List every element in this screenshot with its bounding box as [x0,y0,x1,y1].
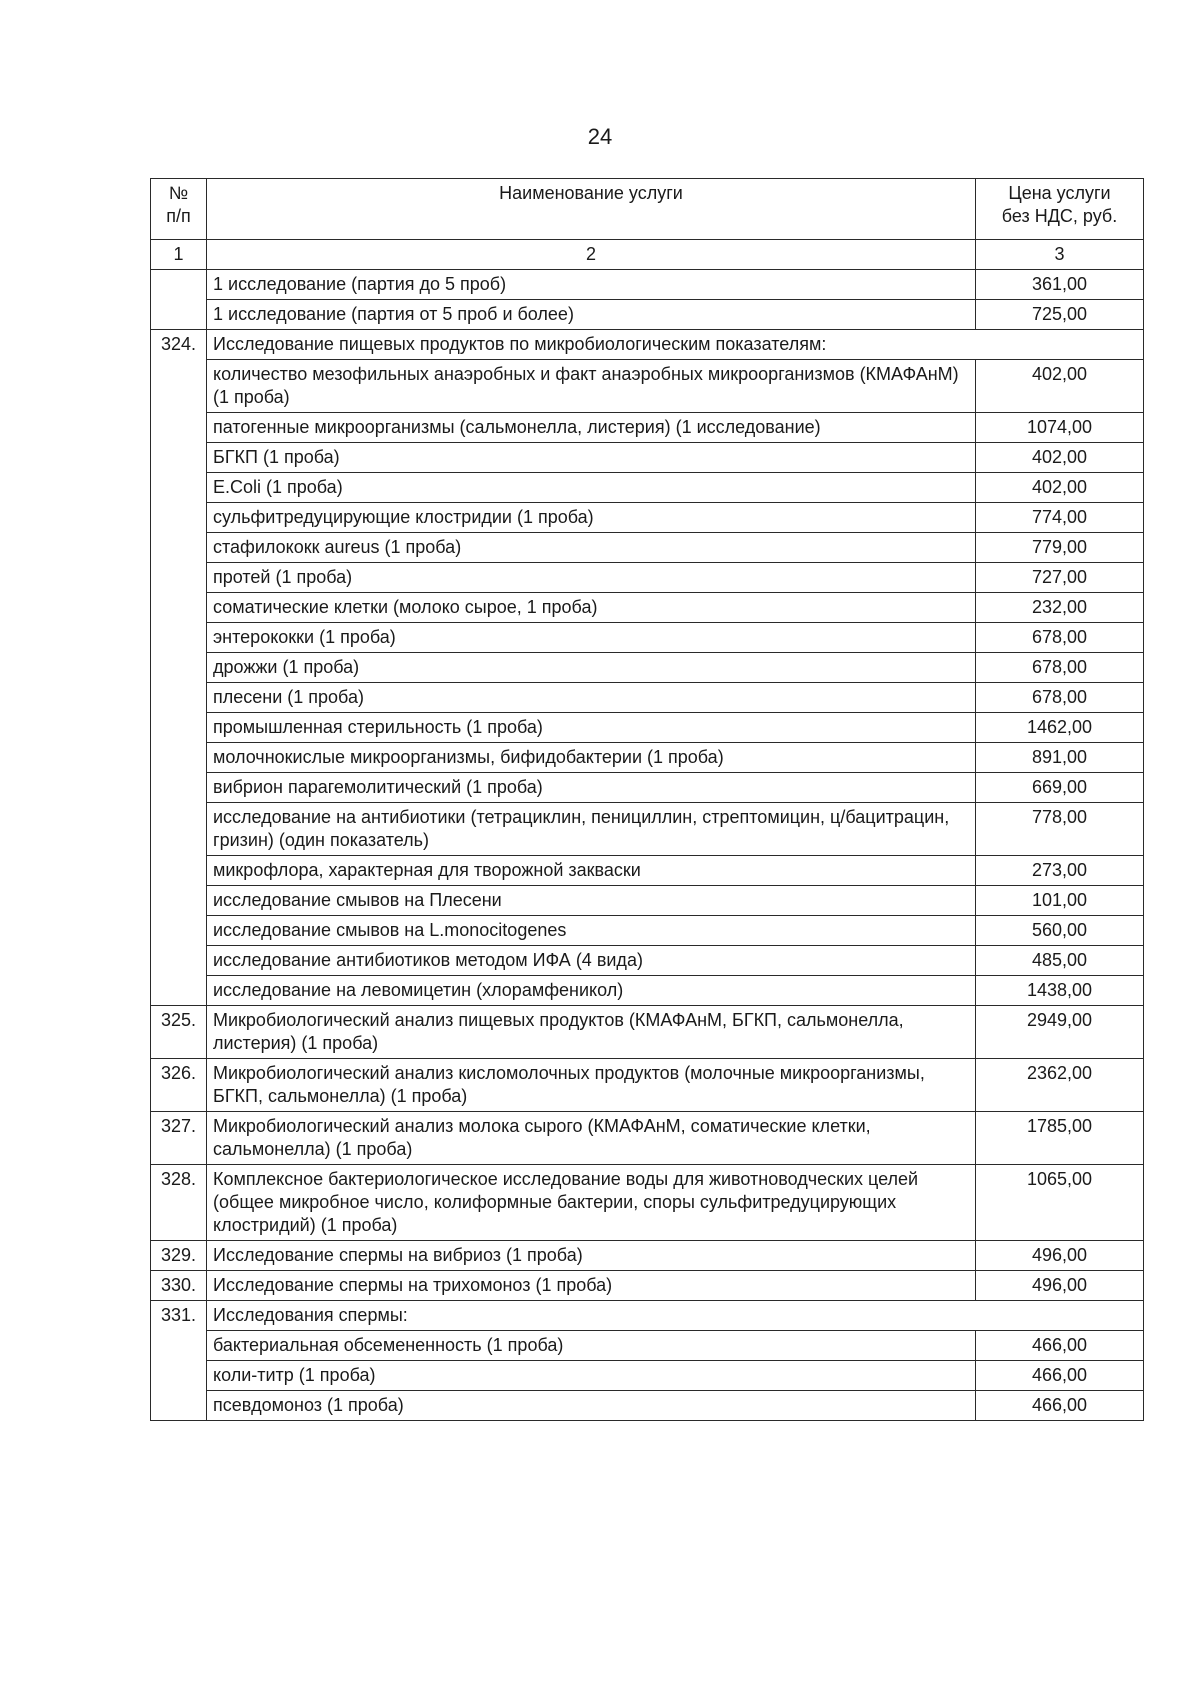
service-price-cell: 2949,00 [976,1006,1144,1059]
table-row [151,1361,1144,1391]
table-row [151,1331,1144,1361]
row-number-cell [151,360,207,413]
service-price-cell: 273,00 [976,856,1144,886]
table-row [151,856,1144,886]
row-number-cell: 330. [151,1271,207,1301]
row-number-cell [151,743,207,773]
table-row [151,360,1144,413]
column-index-2: 2 [207,240,976,270]
table-row [151,1112,1144,1165]
header-price-cell: Цена услуги без НДС, руб. [976,179,1144,240]
table-row [151,1059,1144,1112]
service-name-cell: коли-титр (1 проба) [207,1361,976,1391]
table-row [151,916,1144,946]
table-row [151,1271,1144,1301]
row-number-cell [151,503,207,533]
service-name-cell: вибрион парагемолитический (1 проба) [207,773,976,803]
row-number-cell [151,270,207,300]
row-number-cell [151,886,207,916]
header-name-cell: Наименование услуги [207,179,976,240]
service-price-cell: 402,00 [976,473,1144,503]
service-name-cell: количество мезофильных анаэробных и факт анаэробных микроорганизмов (КМАФАнМ) (1 проба) [207,360,976,413]
row-number-cell [151,1391,207,1421]
service-name-cell: псевдомоноз (1 проба) [207,1391,976,1421]
row-number-cell [151,1331,207,1361]
row-number-cell [151,653,207,683]
service-price-cell: 466,00 [976,1391,1144,1421]
service-price-cell: 727,00 [976,563,1144,593]
table-row [151,976,1144,1006]
table-row [151,593,1144,623]
service-price-cell: 560,00 [976,916,1144,946]
table-row [151,653,1144,683]
service-price-cell: 466,00 [976,1361,1144,1391]
price-table-body [151,179,1144,1421]
table-row [151,713,1144,743]
column-index-row [151,240,1144,270]
row-number-cell: 328. [151,1165,207,1241]
service-name-cell: Микробиологический анализ молока сырого (КМАФАнМ, соматические клетки, сальмонелла) (1 проба) [207,1112,976,1165]
service-price-cell: 496,00 [976,1241,1144,1271]
table-row [151,1165,1144,1241]
table-row [151,473,1144,503]
row-number-cell [151,803,207,856]
service-name-cell: дрожжи (1 проба) [207,653,976,683]
header-number-cell: № п/п [151,179,207,240]
row-number-cell [151,916,207,946]
table-row [151,803,1144,856]
row-number-cell [151,413,207,443]
row-number-cell [151,533,207,563]
service-price-cell: 779,00 [976,533,1144,563]
service-price-cell: 1462,00 [976,713,1144,743]
row-number-cell [151,563,207,593]
table-row [151,300,1144,330]
row-number-cell [151,773,207,803]
service-price-cell: 361,00 [976,270,1144,300]
service-name-cell: Исследование спермы на трихомоноз (1 проба) [207,1271,976,1301]
service-name-cell: 1 исследование (партия до 5 проб) [207,270,976,300]
row-number-cell: 331. [151,1301,207,1331]
table-row [151,413,1144,443]
service-name-cell: Исследования спермы: [207,1301,1144,1331]
service-name-cell: исследование смывов на L.monocitogenes [207,916,976,946]
table-row [151,1241,1144,1271]
service-price-cell: 1785,00 [976,1112,1144,1165]
column-index-3: 3 [976,240,1144,270]
table-row [151,503,1144,533]
service-name-cell: патогенные микроорганизмы (сальмонелла, листерия) (1 исследование) [207,413,976,443]
table-row [151,533,1144,563]
service-name-cell: Комплексное бактериологическое исследование воды для животноводческих целей (общее микробное число, колиформные бактерии, споры сульфитредуцирующих клостридий) (1 проба) [207,1165,976,1241]
row-number-cell [151,623,207,653]
service-name-cell: протей (1 проба) [207,563,976,593]
row-number-cell: 325. [151,1006,207,1059]
service-name-cell: сульфитредуцирующие клостридии (1 проба) [207,503,976,533]
table-row [151,1391,1144,1421]
service-price-cell: 678,00 [976,653,1144,683]
table-row [151,270,1144,300]
row-number-cell: 324. [151,330,207,360]
service-price-cell: 669,00 [976,773,1144,803]
service-name-cell: Микробиологический анализ пищевых продуктов (КМАФАнМ, БГКП, сальмонелла, листерия) (1 проба) [207,1006,976,1059]
service-name-cell: Исследование пищевых продуктов по микробиологическим показателям: [207,330,1144,360]
row-number-cell [151,683,207,713]
table-header-row [151,179,1144,240]
service-price-cell: 891,00 [976,743,1144,773]
service-name-cell: соматические клетки (молоко сырое, 1 проба) [207,593,976,623]
row-number-cell [151,976,207,1006]
table-row [151,623,1144,653]
service-name-cell: 1 исследование (партия от 5 проб и более) [207,300,976,330]
table-row [151,563,1144,593]
row-number-cell [151,593,207,623]
service-name-cell: исследование антибиотиков методом ИФА (4 вида) [207,946,976,976]
service-name-cell: микрофлора, характерная для творожной закваски [207,856,976,886]
service-name-cell: исследование на антибиотики (тетрациклин, пенициллин, стрептомицин, ц/бацитрацин, гризин) (один показатель) [207,803,976,856]
service-price-cell: 774,00 [976,503,1144,533]
service-name-cell: плесени (1 проба) [207,683,976,713]
page-number: 24 [587,124,613,149]
service-name-cell: Микробиологический анализ кисломолочных продуктов (молочные микроорганизмы, БГКП, сальмонелла) (1 проба) [207,1059,976,1112]
service-price-cell: 678,00 [976,623,1144,653]
row-number-cell [151,473,207,503]
table-row [151,1006,1144,1059]
table-row [151,330,1144,360]
service-name-cell: БГКП (1 проба) [207,443,976,473]
service-name-cell: молочнокислые микроорганизмы, бифидобактерии (1 проба) [207,743,976,773]
service-name-cell: энтерококки (1 проба) [207,623,976,653]
table-row [151,946,1144,976]
service-name-cell: промышленная стерильность (1 проба) [207,713,976,743]
service-price-cell: 1065,00 [976,1165,1144,1241]
service-price-cell: 466,00 [976,1331,1144,1361]
row-number-cell: 327. [151,1112,207,1165]
service-price-cell: 678,00 [976,683,1144,713]
table-row [151,773,1144,803]
service-price-cell: 725,00 [976,300,1144,330]
row-number-cell: 329. [151,1241,207,1271]
table-row [151,743,1144,773]
service-price-cell: 1438,00 [976,976,1144,1006]
row-number-cell [151,443,207,473]
row-number-cell [151,300,207,330]
table-row [151,1301,1144,1331]
service-name-cell: E.Coli (1 проба) [207,473,976,503]
column-index-1: 1 [151,240,207,270]
service-price-cell: 778,00 [976,803,1144,856]
service-name-cell: Исследование спермы на вибриоз (1 проба) [207,1241,976,1271]
service-price-cell: 101,00 [976,886,1144,916]
service-name-cell: бактериальная обсемененность (1 проба) [207,1331,976,1361]
row-number-cell [151,713,207,743]
row-number-cell [151,946,207,976]
row-number-cell: 326. [151,1059,207,1112]
service-name-cell: стафилококк aureus (1 проба) [207,533,976,563]
row-number-cell [151,1361,207,1391]
service-price-cell: 402,00 [976,443,1144,473]
service-price-cell: 2362,00 [976,1059,1144,1112]
price-table [150,178,1144,1421]
table-row [151,683,1144,713]
service-price-cell: 496,00 [976,1271,1144,1301]
service-price-cell: 232,00 [976,593,1144,623]
service-price-cell: 402,00 [976,360,1144,413]
service-price-cell: 1074,00 [976,413,1144,443]
service-name-cell: исследование смывов на Плесени [207,886,976,916]
service-name-cell: исследование на левомицетин (хлорамфеникол) [207,976,976,1006]
row-number-cell [151,856,207,886]
service-price-cell: 485,00 [976,946,1144,976]
table-row [151,443,1144,473]
table-row [151,886,1144,916]
